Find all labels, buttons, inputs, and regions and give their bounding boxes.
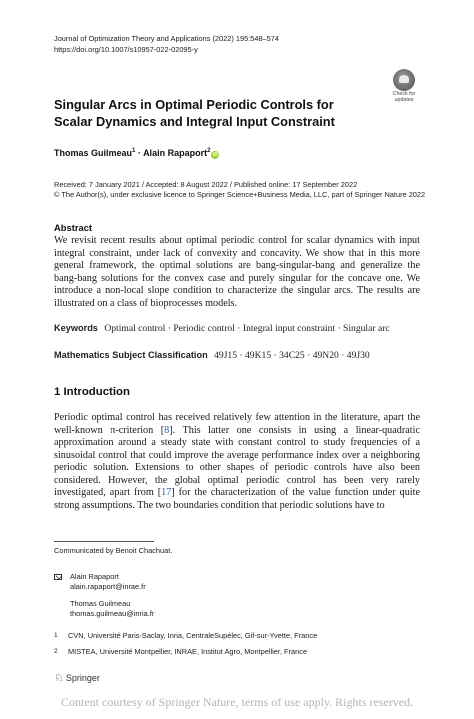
affil-text: CVN, Université Paris-Saclay, Inria, CentraleSupélec, Gif-sur-Yvette, France (68, 631, 318, 640)
journal-header (54, 34, 279, 55)
journal-doi[interactable]: https://doi.org/10.1007/s10957-022-02095-y (54, 44, 198, 54)
abstract-text: We revisit recent results about optimal periodic control for scalar dynamics with input integral constraint, under lack of convexity and concavity. We show that in this more general framework, the optimal solutions are bang-singular-bang and generalize the bang-bang solutions for the convex case and purely singular for the concave one. We introduce a non-local slope condition to characterize the singular arcs. The results are illustrated on a class of bioprocesses models. (54, 235, 420, 309)
keywords-label: Keywords (54, 323, 98, 333)
author-separator: · (137, 148, 141, 158)
author-name[interactable]: Alain Rapaport (143, 148, 208, 158)
journal-citation: Journal of Optimization Theory and Applications (2022) 195:548–574 (54, 34, 280, 43)
msc-classification (54, 350, 434, 361)
mail-icon (54, 574, 62, 580)
pi-criterion-text: π-criterion [ (110, 424, 165, 436)
intro-text: ]. This latter one consists in using a linear-quadratic approximation around a steady state with constant control to study frequencies of a sinusoidal control that could improve the average performance index over a neighboring periodic solution. Extensions to other shapes of periodic controls have also been considered. However, the global optimal periodic control has been very rarely investigated, apart from [ (54, 424, 420, 498)
corr-email[interactable]: thomas.guilmeau@inria.fr (70, 609, 155, 619)
dates-line: Received: 7 January 2021 / Accepted: 8 August 2022 / Published online: 17 September 2022 (54, 180, 358, 189)
intro-text: ] for the characterization of the value function under quite strong assumptions. The two boundaries condition that periodic solutions have to (54, 487, 420, 511)
orcid-icon[interactable]: iD (212, 152, 218, 158)
author-list (54, 148, 219, 159)
citation-link[interactable]: 8 (164, 424, 170, 436)
author-affil-sup: 2 (207, 148, 211, 154)
check-for-updates-icon (393, 69, 415, 91)
keywords-text: Optimal control · Periodic control · Integral input constraint · Singular arc (104, 323, 390, 334)
courtesy-watermark: Content courtesy of Springer Nature, terms of use apply. Rights reserved. (61, 695, 414, 709)
corr-email[interactable]: alain.rapaport@inrae.fr (70, 582, 146, 592)
affiliation (54, 628, 317, 644)
affiliations (54, 628, 317, 660)
citation-link[interactable]: 17 (161, 487, 172, 498)
paper-title: Singular Arcs in Optimal Periodic Controls for Scalar Dynamics and Integral Input Constraint (54, 97, 335, 129)
msc-label: Mathematics Subject Classification (54, 350, 208, 360)
affil-number: 2 (54, 648, 58, 655)
communicated-by: Communicated by Benoit Chachuat. (54, 546, 173, 555)
section-heading: 1 Introduction (54, 386, 130, 398)
footnote-divider (54, 541, 154, 542)
affiliation (54, 644, 317, 660)
publication-dates (54, 180, 425, 201)
author-affil-sup: 1 (132, 148, 136, 154)
corr-name: Alain Rapaport (70, 572, 119, 581)
correspondence (54, 572, 354, 620)
publisher-name: Springer (65, 673, 100, 683)
corr-name: Thomas Guilmeau (70, 598, 131, 608)
intro-paragraph (54, 412, 420, 512)
keywords (54, 323, 434, 334)
springer-horse-icon: ♘ (54, 672, 64, 684)
abstract-heading: Abstract (54, 222, 93, 233)
intro-text: Periodic optimal control has received relatively few attention in the literature, apart the well-known (54, 412, 420, 436)
badge-line1: Check for (392, 91, 416, 97)
author-name[interactable]: Thomas Guilmeau (54, 148, 133, 158)
publisher-logo (54, 671, 100, 684)
affil-number: 1 (54, 632, 58, 639)
copyright-line: © The Author(s), under exclusive licence to Springer Science+Business Media, LLC, part of Springer Nature 2022 (54, 190, 426, 200)
check-for-updates-badge[interactable] (388, 69, 420, 102)
msc-text: 49J15 · 49K15 · 34C25 · 49N20 · 49J30 (214, 350, 370, 361)
badge-line2: updates (394, 96, 414, 103)
affil-text: MISTEA, Université Montpellier, INRAE, Institut Agro, Montpellier, France (68, 647, 308, 656)
